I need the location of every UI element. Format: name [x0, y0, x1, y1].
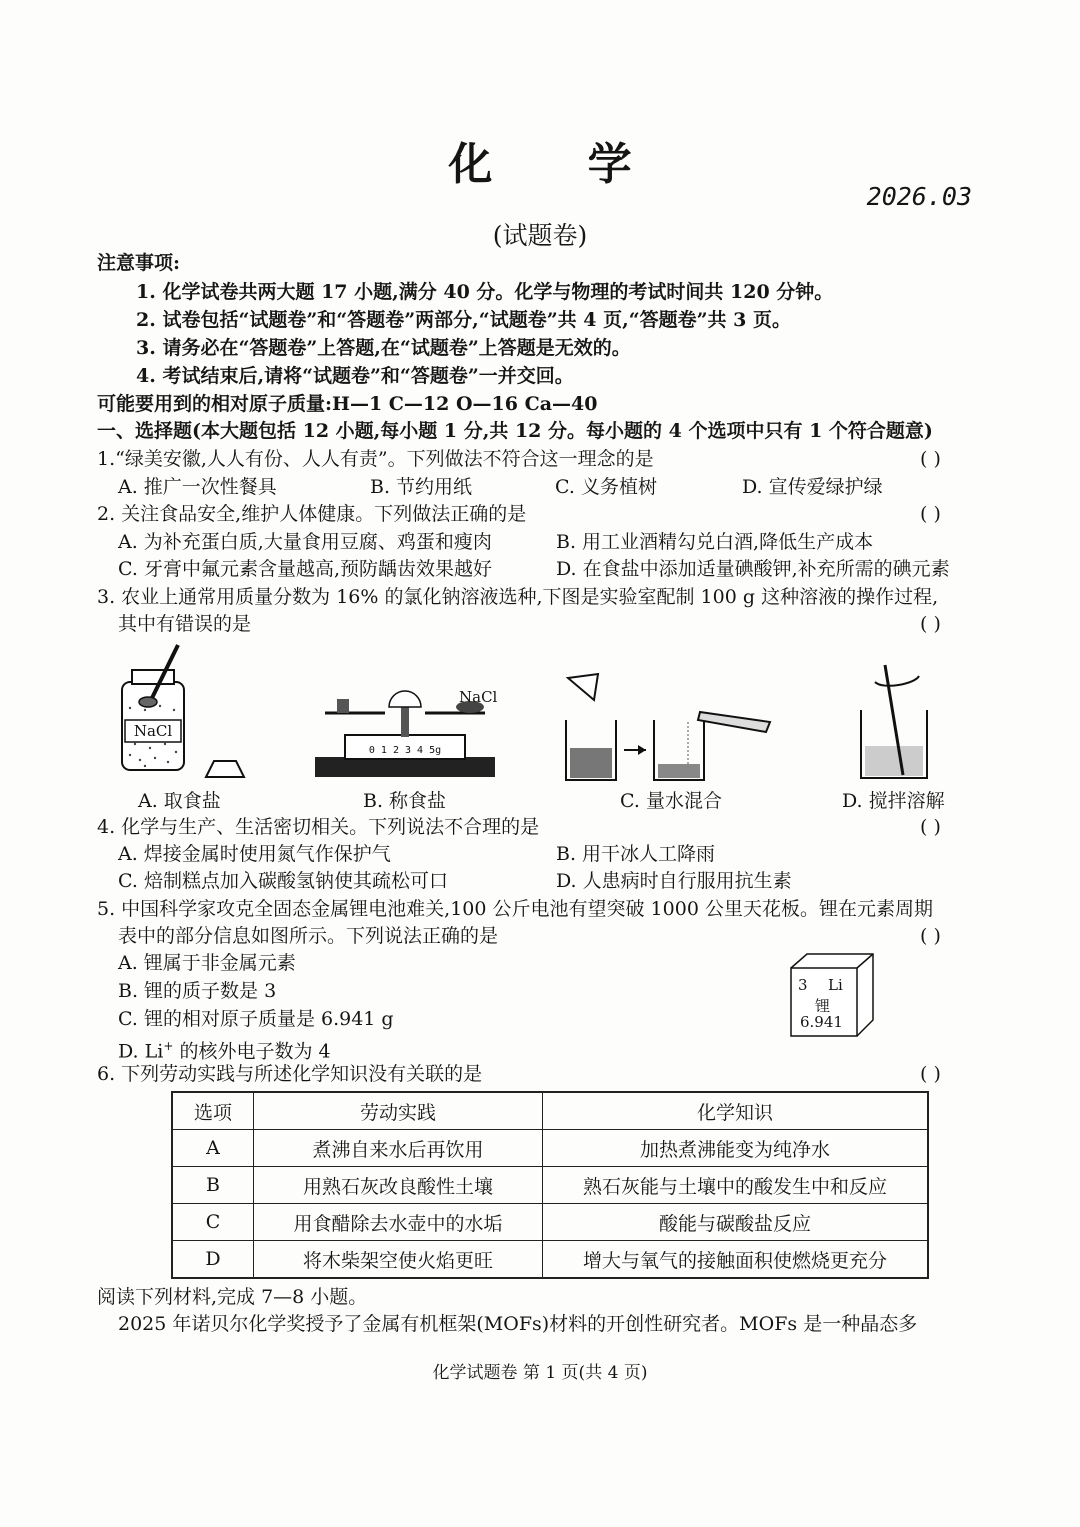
section-heading: 一、选择题(本大题包括 12 小题,每小题 1 分,共 12 分。每小题的 4 个选项中只有 1 个符合题意)	[97, 420, 933, 442]
table-cell: 酸能与碳酸盐反应	[543, 1204, 929, 1241]
q3-answer-paren: ( )	[920, 613, 941, 635]
q5-option-d	[118, 1033, 331, 1064]
table-cell: 熟石灰能与土壤中的酸发生中和反应	[543, 1167, 929, 1204]
q5-option-c: C. 锂的相对原子质量是 6.941 g	[118, 1008, 394, 1030]
q1-option-c: C. 义务植树	[555, 476, 657, 498]
q2-stem: 2. 关注食品安全,维护人体健康。下列做法正确的是	[97, 503, 527, 525]
exam-date: 2026.03	[866, 182, 972, 211]
balance-nacl-label: NaCl	[459, 688, 498, 706]
element-name: 锂	[815, 997, 831, 1015]
fig-a-label: A. 取食盐	[138, 790, 221, 812]
q2-answer-paren: ( )	[920, 503, 941, 525]
notice-heading: 注意事项:	[97, 252, 181, 274]
q4-stem: 4. 化学与生产、生活密切相关。下列说法不合理的是	[97, 816, 540, 838]
q5-stem-line1: 5. 中国科学家攻克全固态金属锂电池难关,100 公斤电池有望突破 1000 公里天花板。锂在元素周期	[97, 898, 933, 920]
fig-b-label: B. 称食盐	[363, 790, 447, 812]
q3-stem-line1: 3. 农业上通常用质量分数为 16% 的氯化钠溶液选种,下图是实验室配制 100 g 这种溶液的操作过程,	[97, 586, 939, 608]
atomic-mass-line: 可能要用到的相对原子质量:H—1 C—12 O—16 Ca—40	[97, 393, 598, 415]
q5-answer-paren: ( )	[920, 925, 941, 947]
reading-intro: 阅读下列材料,完成 7—8 小题。	[97, 1286, 368, 1308]
figure-a-stopper	[200, 755, 250, 781]
fig-d-label: D. 搅拌溶解	[842, 790, 945, 812]
q3-stem-line2: 其中有错误的是	[118, 613, 252, 635]
q4-option-b: B. 用干冰人工降雨	[556, 843, 716, 865]
notice-item-1: 1. 化学试卷共两大题 17 小题,满分 40 分。化学与物理的考试时间共 120 分钟。	[136, 281, 834, 303]
q2-option-c: C. 牙膏中氟元素含量越高,预防龋齿效果越好	[118, 558, 492, 580]
q5-option-d-superscript: +	[163, 1039, 174, 1053]
q6-stem: 6. 下列劳动实践与所述化学知识没有关联的是	[97, 1063, 483, 1085]
page-subtitle: (试题卷)	[492, 221, 588, 250]
q1-stem: 1.“绿美安徽,人人有份、人人有责”。下列做法不符合这一理念的是	[97, 448, 654, 470]
figure-a-jar	[110, 640, 210, 780]
q4-answer-paren: ( )	[920, 816, 941, 838]
jar-label: NaCl	[133, 722, 173, 740]
page-footer: 化学试题卷 第 1 页(共 4 页)	[432, 1363, 648, 1383]
element-atomic-number: 3	[798, 976, 808, 994]
q4-option-a: A. 焊接金属时使用氮气作保护气	[118, 843, 391, 865]
table-row	[172, 1167, 928, 1204]
q1-option-b: B. 节约用纸	[370, 476, 473, 498]
table-cell: 用熟石灰改良酸性土壤	[254, 1167, 543, 1204]
table-cell: B	[172, 1167, 254, 1204]
table-cell: 用食醋除去水壶中的水垢	[254, 1204, 543, 1241]
q1-option-a: A. 推广一次性餐具	[118, 476, 277, 498]
figure-d-stirring	[855, 660, 945, 785]
notice-item-4: 4. 考试结束后,请将“试题卷”和“答题卷”一并交回。	[136, 365, 574, 387]
table-row	[172, 1241, 928, 1279]
table-cell: 煮沸自来水后再饮用	[254, 1130, 543, 1167]
figure-c-mixing	[560, 672, 790, 787]
q6-answer-paren: ( )	[920, 1063, 941, 1085]
q5-option-d-suffix: 的核外电子数为 4	[173, 1040, 331, 1063]
q6-table	[171, 1091, 929, 1279]
fig-c-label: C. 量水混合	[620, 790, 722, 812]
q1-option-d: D. 宣传爱绿护绿	[742, 476, 883, 498]
balance-scale-marks: 0 1 2 3 4 5g	[368, 745, 442, 756]
element-symbol: Li	[828, 976, 843, 994]
table-row	[172, 1204, 928, 1241]
table-row	[172, 1130, 928, 1167]
table-cell: 将木柴架空使火焰更旺	[254, 1241, 543, 1279]
table-header-option: 选项	[172, 1092, 254, 1130]
table-header-practice: 劳动实践	[254, 1092, 543, 1130]
q5-option-a: A. 锂属于非金属元素	[118, 952, 296, 974]
table-cell: C	[172, 1204, 254, 1241]
table-cell: A	[172, 1130, 254, 1167]
q5-option-b: B. 锂的质子数是 3	[118, 980, 277, 1002]
q2-option-b: B. 用工业酒精勾兑白酒,降低生产成本	[556, 531, 874, 553]
page-title: 化 学	[448, 139, 672, 190]
notice-item-2: 2. 试卷包括“试题卷”和“答题卷”两部分,“试题卷”共 4 页,“答题卷”共 3 页。	[136, 309, 792, 331]
q5-option-d-prefix: D. Li	[118, 1040, 164, 1063]
q2-option-d: D. 在食盐中添加适量碘酸钾,补充所需的碘元素	[556, 558, 950, 580]
q4-option-d: D. 人患病时自行服用抗生素	[556, 870, 792, 892]
table-cell: 加热煮沸能变为纯净水	[543, 1130, 929, 1167]
table-cell: 增大与氧气的接触面积使燃烧更充分	[543, 1241, 929, 1279]
reading-line-1: 2025 年诺贝尔化学奖授予了金属有机框架(MOFs)材料的开创性研究者。MOFs 是一种晶态多	[118, 1313, 918, 1335]
q4-option-c: C. 焙制糕点加入碳酸氢钠使其疏松可口	[118, 870, 448, 892]
table-header-knowledge: 化学知识	[543, 1092, 929, 1130]
q5-stem-line2: 表中的部分信息如图所示。下列说法正确的是	[118, 925, 499, 947]
q2-option-a: A. 为补充蛋白质,大量食用豆腐、鸡蛋和瘦肉	[118, 531, 492, 553]
table-header-row	[172, 1092, 928, 1130]
q1-answer-paren: ( )	[920, 448, 941, 470]
element-atomic-mass: 6.941	[800, 1013, 843, 1031]
notice-item-3: 3. 请务必在“答题卷”上答题,在“试题卷”上答题是无效的。	[136, 337, 631, 359]
table-cell: D	[172, 1241, 254, 1279]
